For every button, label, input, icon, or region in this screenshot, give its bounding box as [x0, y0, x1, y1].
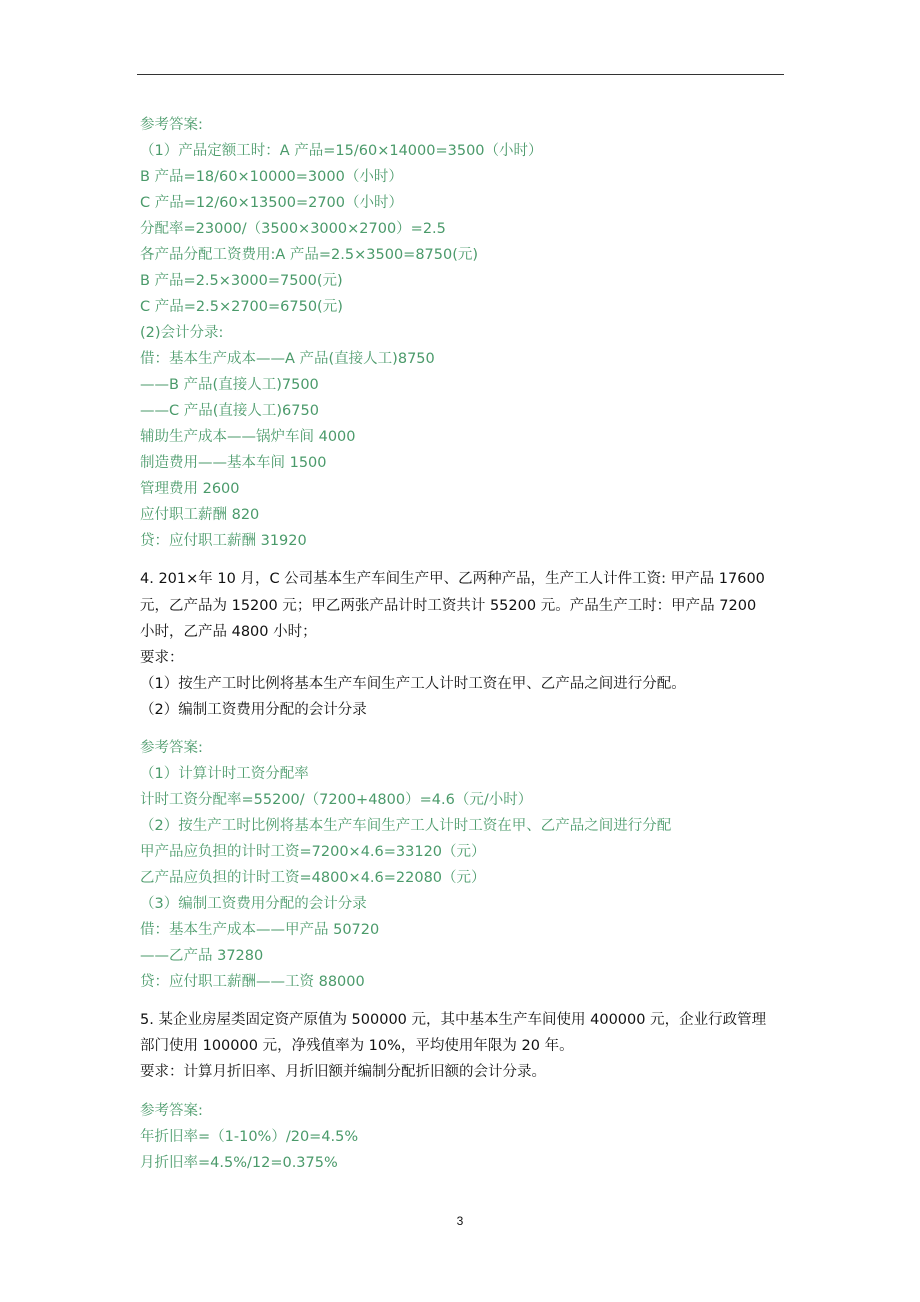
answer1-line: （1）产品定额工时：A 产品=15/60×14000=3500（小时）	[140, 143, 543, 159]
answer4-line: ——乙产品 37280	[140, 948, 264, 964]
answer1-line: B 产品=2.5×3000=7500(元)	[140, 273, 343, 289]
answer1-line: C 产品=2.5×2700=6750(元)	[140, 299, 343, 315]
answer1-line: 应付职工薪酬 820	[140, 507, 260, 523]
answer4-line: 贷：应付职工薪酬——工资 88000	[140, 974, 365, 990]
question4-line: 元，乙产品为 15200 元；甲乙两张产品计时工资共计 55200 元。产品生产工时：甲产品 7200	[140, 598, 757, 614]
answer1-line: C 产品=12/60×13500=2700（小时）	[140, 195, 403, 211]
answer1-line: (2)会计分录:	[140, 325, 224, 341]
answer4-line: 借：基本生产成本——甲产品 50720	[140, 922, 380, 938]
answer4-line: 计时工资分配率=55200/（7200+4800）=4.6（元/小时）	[140, 792, 533, 808]
answer4-line: 乙产品应负担的计时工资=4800×4.6=22080（元）	[140, 870, 486, 886]
question4-line: （1）按生产工时比例将基本生产车间生产工人计时工资在甲、乙产品之间进行分配。	[140, 676, 686, 692]
answer5-heading: 参考答案:	[140, 1103, 203, 1119]
answer4-line: 甲产品应负担的计时工资=7200×4.6=33120（元）	[140, 844, 486, 860]
answer5-line: 年折旧率=（1-10%）/20=4.5%	[140, 1129, 359, 1145]
answer1-line: 贷：应付职工薪酬 31920	[140, 533, 307, 549]
question4-line: 小时，乙产品 4800 小时；	[140, 624, 317, 640]
question4-line: 要求：	[140, 650, 184, 666]
question5-line: 要求：计算月折旧率、月折旧额并编制分配折旧额的会计分录。	[140, 1064, 546, 1080]
answer4-line: （1）计算计时工资分配率	[140, 766, 309, 782]
question4-line: （2）编制工资费用分配的会计分录	[140, 702, 367, 718]
answer1-line: 管理费用 2600	[140, 481, 240, 497]
question4-line: 4. 201×年 10 月，C 公司基本生产车间生产甲、乙两种产品，生产工人计件工资: 甲产品 17600	[140, 571, 765, 587]
question5-line: 部门使用 100000 元，净残值率为 10%，平均使用年限为 20 年。	[140, 1038, 574, 1054]
answer1-line: 辅助生产成本——锅炉车间 4000	[140, 429, 356, 445]
page-number: 3	[456, 1214, 464, 1228]
answer5-line: 月折旧率=4.5%/12=0.375%	[140, 1155, 338, 1171]
answer4-line: （2）按生产工时比例将基本生产车间生产工人计时工资在甲、乙产品之间进行分配	[140, 818, 672, 834]
question5-line: 5. 某企业房屋类固定资产原值为 500000 元，其中基本生产车间使用 400000 元，企业行政管理	[140, 1012, 767, 1028]
answer1-line: ——B 产品(直接人工)7500	[140, 377, 319, 393]
answer1-line: 各产品分配工资费用:A 产品=2.5×3500=8750(元)	[140, 247, 479, 263]
answer4-heading: 参考答案:	[140, 740, 203, 756]
answer1-line: 分配率=23000/（3500×3000×2700）=2.5	[140, 221, 446, 237]
answer1-heading: 参考答案:	[140, 117, 203, 133]
answer1-line: ——C 产品(直接人工)6750	[140, 403, 319, 419]
answer1-line: 制造费用——基本车间 1500	[140, 455, 327, 471]
answer1-line: 借：基本生产成本——A 产品(直接人工)8750	[140, 351, 435, 367]
answer4-line: （3）编制工资费用分配的会计分录	[140, 896, 367, 912]
answer1-line: B 产品=18/60×10000=3000（小时）	[140, 169, 403, 185]
header-rule	[137, 74, 784, 75]
